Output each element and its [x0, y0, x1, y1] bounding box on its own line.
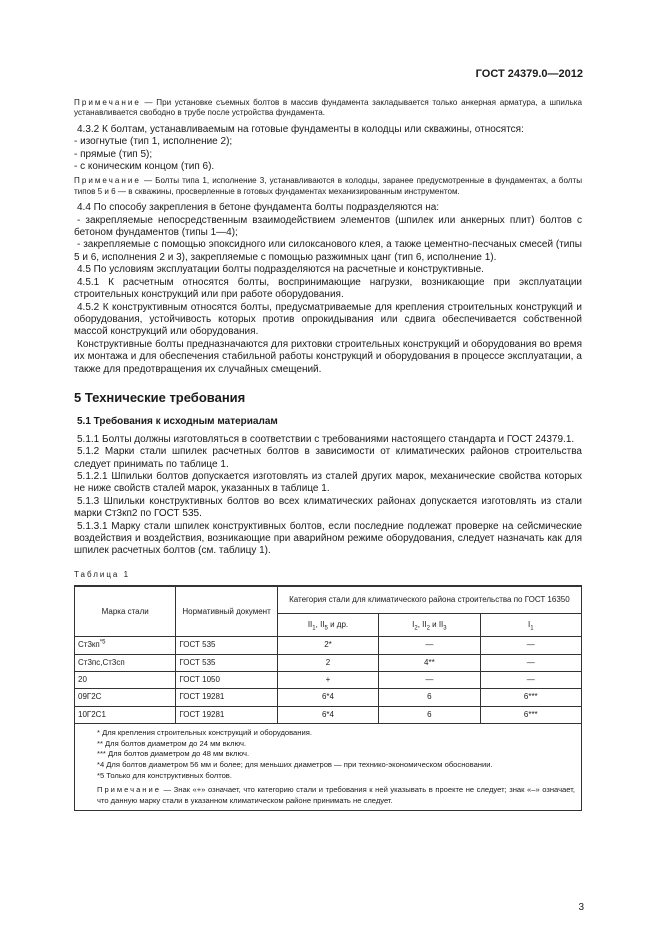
paragraph-5-1-3-1: 5.1.3.1 Марку стали шпилек конструктивных болтов, если последние подлежат проверке на сейсмические воздействия и воздействия, возникающие при аварийном режиме оборудования, следует назначать как для шпилек расчетных болтов (см. таблицу 1).	[74, 520, 582, 557]
table-footnotes	[75, 724, 582, 811]
cell-doc: ГОСТ 535	[176, 637, 277, 654]
paragraph-5-1-1: 5.1.1 Болты должны изготовляться в соответствии с требованиями настоящего стандарта и ГОСТ 24379.1.	[77, 433, 575, 445]
paragraph-5-1-2: 5.1.2 Марки стали шпилек расчетных болтов в зависимости от климатических районов строительства следует принимать по таблице 1.	[74, 446, 582, 470]
cell-value: 2	[277, 654, 378, 671]
cell-value: +	[277, 672, 378, 689]
cell-steel: $Ст3кп^{*5}$	[75, 637, 176, 654]
cell-steel: 10Г2С1	[75, 706, 176, 723]
table-caption: Таблица 1	[74, 569, 131, 579]
note-label: Примечание	[74, 176, 141, 186]
list-item: - закрепляемые непосредственным взаимодействием элементов (шпилек или анкерных плит) болтов с бетоном фундаментов (типы 1—4);	[74, 214, 582, 239]
note-text: — При установке съемных болтов в массив фундамента закладывается только анкерная арматура, а шпилька устанавливается свободно в трубе после устройства фундамента.	[74, 98, 583, 118]
list-item: - изогнутые (тип 1, исполнение 2);	[74, 136, 233, 148]
cell-doc: ГОСТ 535	[176, 654, 277, 671]
paragraph-4-5-2: 4.5.2 К конструктивным относятся болты, предусматриваемые для крепления строительных конструкций и оборудования, устойчивость которых против опрокидывания или сдвига обеспечивается собственной массой конструкций или оборудования.	[74, 301, 582, 338]
table-header-row	[75, 587, 582, 614]
table-row	[75, 654, 582, 671]
cell-value: 4**	[379, 654, 480, 671]
footnote: *4 Для болтов диаметром 56 мм и более; для меньших диаметров — при технико-экономическом обосновании.	[97, 760, 493, 770]
header-region-2: $I_2$, $II_2$ и $II_3$	[379, 614, 480, 637]
header-steel-grade: Марка стали	[75, 587, 176, 637]
cell-value: —	[480, 672, 581, 689]
note-label: Примечание	[97, 785, 161, 795]
cell-doc: ГОСТ 19281	[176, 706, 277, 723]
table-row	[75, 689, 582, 706]
header-region-3: $I_1$	[480, 614, 581, 637]
paragraph-5-1-2-1: 5.1.2.1 Шпильки болтов допускается изготовлять из сталей других марок, механические свойства которых не ниже свойств сталей марок, указанных в таблице 1.	[74, 470, 582, 495]
paragraph-5-1-3: 5.1.3 Шпильки конструктивных болтов во всех климатических районах допускается изготовлять из стали марки Ст3кп2 по ГОСТ 535.	[74, 495, 582, 520]
footnote: *5 Только для конструктивных болтов.	[97, 770, 232, 780]
page-content	[74, 96, 582, 811]
cell-value: 6*4	[277, 689, 378, 706]
cell-steel: 09Г2С	[75, 689, 176, 706]
list-item: - закрепляемые с помощью эпоксидного или силоксанового клея, а также цементно-песчаных смесей (типы 5 и 6, исполнения 2 и 3), закрепляемые с помощью разжимных цанг (тип 6, исполнение 1).	[74, 239, 582, 263]
table-footnotes-row	[75, 724, 582, 811]
note-text: — Знак «+» означает, что категорию стали и требования к ней указывать в проекте не следует; знак «–» означает, что данную марку стали в указанном климатическом районе принимать не следует.	[97, 785, 575, 805]
cell-value: —	[480, 637, 581, 654]
table-row	[75, 672, 582, 689]
cell-value: 6*4	[277, 706, 378, 723]
list-item: - с коническим концом (тип 6).	[74, 161, 215, 173]
cell-steel: Ст3пс,Ст3сп	[75, 654, 176, 671]
paragraph-4-4: 4.4 По способу закрепления в бетоне фундамента болты подразделяются на:	[77, 202, 440, 214]
section-heading: 5 Технические требования	[74, 389, 246, 405]
note-text: — Болты типа 1, исполнение 3, устанавливаются в колодцы, заранее предусмотренные в фундаментах, а болты типов 5 и 6 — в скважины, просверленные в готовых фундаментах механизированным инструментом.	[74, 176, 583, 196]
cell-value: 6	[379, 689, 480, 706]
header-category: Категория стали для климатического района строительства по ГОСТ 16350	[277, 587, 581, 614]
subsection-heading: 5.1 Требования к исходным материалам	[77, 416, 278, 428]
note-2	[74, 176, 582, 197]
page-number: 3	[578, 902, 584, 913]
paragraph-4-3-2: 4.3.2 К болтам, устанавливаемым на готовые фундаменты в колодцы или скважины, относятся:	[77, 123, 524, 135]
cell-value: 6***	[480, 689, 581, 706]
document-header: ГОСТ 24379.0—2012	[475, 68, 583, 80]
note-1	[74, 98, 582, 119]
cell-doc: ГОСТ 1050	[176, 672, 277, 689]
list-item: - прямые (тип 5);	[74, 148, 153, 160]
cell-value: —	[379, 637, 480, 654]
cell-doc: ГОСТ 19281	[176, 689, 277, 706]
header-region-1: $II_1$, $II_5$ и др.	[277, 614, 378, 637]
cell-value: 6	[379, 706, 480, 723]
cell-value: 6***	[480, 706, 581, 723]
table-row	[75, 637, 582, 654]
footnote: ** Для болтов диаметром до 24 мм включ.	[97, 738, 247, 748]
table-note	[97, 785, 575, 806]
cell-steel: 20	[75, 672, 176, 689]
footnote: * Для крепления строительных конструкций и оборудования.	[97, 728, 312, 738]
footnote: *** Для болтов диаметром до 48 мм включ.	[97, 749, 250, 759]
steel-grade-table	[74, 585, 582, 811]
table-row	[75, 706, 582, 723]
note-label: Примечание	[74, 98, 141, 107]
paragraph-4-5-1: 4.5.1 К расчетным относятся болты, воспринимающие нагрузки, возникающие при эксплуатации строительных конструкций или при работе оборудования.	[74, 276, 582, 301]
paragraph-4-5-cont: Конструктивные болты предназначаются для рихтовки строительных конструкций и оборудования во время их монтажа и для обеспечения стабильной работы конструкций и оборудования в процессе эксплуатации, а также для предотвращения их случайных смещений.	[74, 338, 582, 375]
cell-value: 2*	[277, 637, 378, 654]
header-normative-doc: Нормативный документ	[176, 587, 277, 637]
cell-value: —	[480, 654, 581, 671]
paragraph-4-5: 4.5 По условиям эксплуатации болты подразделяются на расчетные и конструктивные.	[77, 264, 484, 276]
cell-value: —	[379, 672, 480, 689]
